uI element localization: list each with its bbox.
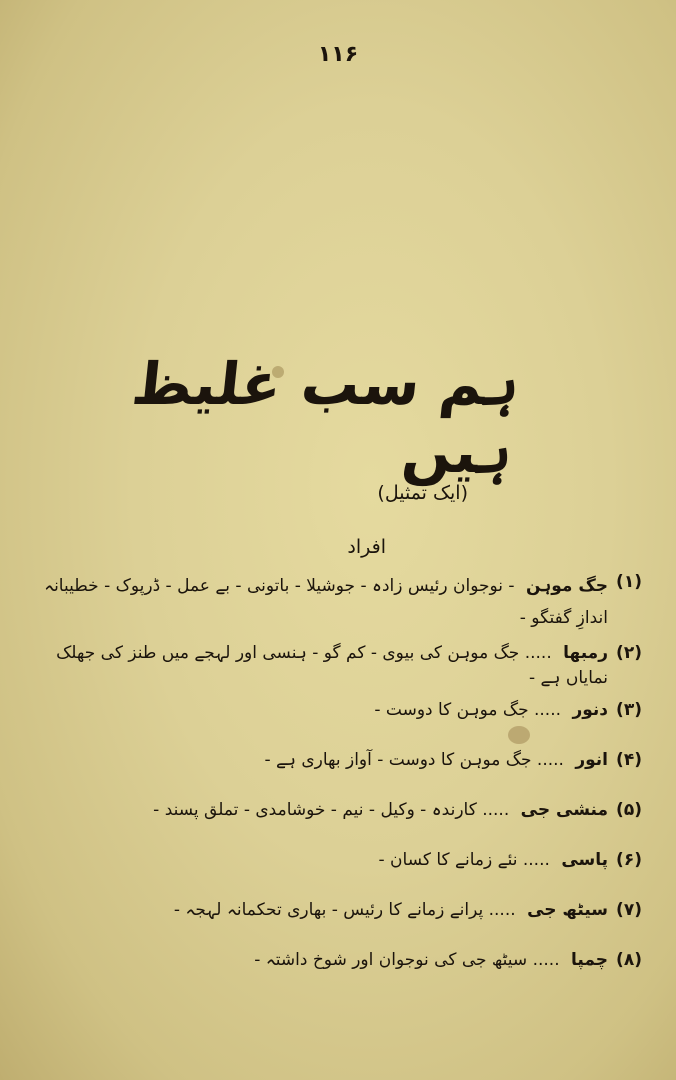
cast-item-name: منشی جی	[520, 799, 608, 820]
cast-item-description: ..... کارندہ - وکیل - نیم - خوشامدی - تملق پسند -	[153, 799, 510, 820]
cast-item-description: - نوجوان رئیس زادہ - جوشیلا - باتونی - بے عمل - ڈرپوک - خطیبانہ اندازِ گفتگو -	[44, 576, 608, 629]
cast-item-description: ..... جگ موہن کا دوست -	[374, 699, 562, 720]
cast-item-text	[32, 748, 608, 774]
cast-item-number: (۳)	[616, 699, 642, 720]
cast-item-name: انور	[575, 749, 608, 770]
cast-item-description: ..... جگ موہن کا دوست - آواز بھاری ہے -	[264, 749, 564, 770]
cast-item-name: دنور	[572, 699, 608, 720]
cast-item	[32, 898, 642, 942]
cast-item-text	[32, 798, 608, 824]
cast-item-number: (۵)	[616, 799, 642, 820]
play-subtitle: (ایک تمثیل)	[377, 482, 468, 504]
page-number: ۱۱۶	[317, 42, 359, 67]
cast-item-text	[32, 698, 608, 724]
cast-item-name: جگ موہن	[525, 576, 608, 596]
cast-item	[32, 570, 642, 635]
cast-item	[32, 748, 642, 792]
cast-item-number: (۲)	[616, 642, 642, 663]
cast-item-number: (۶)	[616, 849, 642, 870]
cast-item-description: ..... نئے زمانے کا کسان -	[378, 849, 550, 870]
play-title: ہم سب غلیظ ہیں	[128, 350, 524, 486]
cast-item	[32, 698, 642, 742]
cast-item-name: رمبھا	[563, 642, 608, 663]
cast-item	[32, 848, 642, 892]
cast-heading: افراد	[347, 536, 386, 558]
cast-item	[32, 641, 642, 692]
cast-list	[32, 570, 642, 998]
cast-item-number: (۱)	[616, 572, 642, 592]
cast-item-text	[32, 848, 608, 874]
cast-item-name: پاسی	[561, 849, 608, 870]
cast-item-description: ..... پرانے زمانے کا رئیس - بھاری تحکمانہ لہجہ -	[173, 899, 516, 920]
cast-item-description: ..... سیٹھ جی کی نوجوان اور شوخ داشتہ -	[254, 949, 560, 970]
cast-item-description: ..... جگ موہن کی بیوی - کم گو - ہنسی اور لہجے میں طنز کی جھلک نمایاں ہے -	[56, 642, 608, 689]
cast-item-text	[32, 948, 608, 974]
cast-item-number: (۸)	[616, 949, 642, 970]
cast-item	[32, 948, 642, 992]
cast-item-name: چمپا	[571, 949, 608, 970]
cast-item-text	[32, 570, 608, 635]
cast-item-number: (۴)	[616, 749, 642, 770]
cast-item-number: (۷)	[616, 899, 642, 920]
cast-item	[32, 798, 642, 842]
cast-item-name: سیٹھ جی	[527, 899, 608, 920]
cast-item-text	[32, 898, 608, 924]
cast-item-text	[32, 641, 608, 692]
